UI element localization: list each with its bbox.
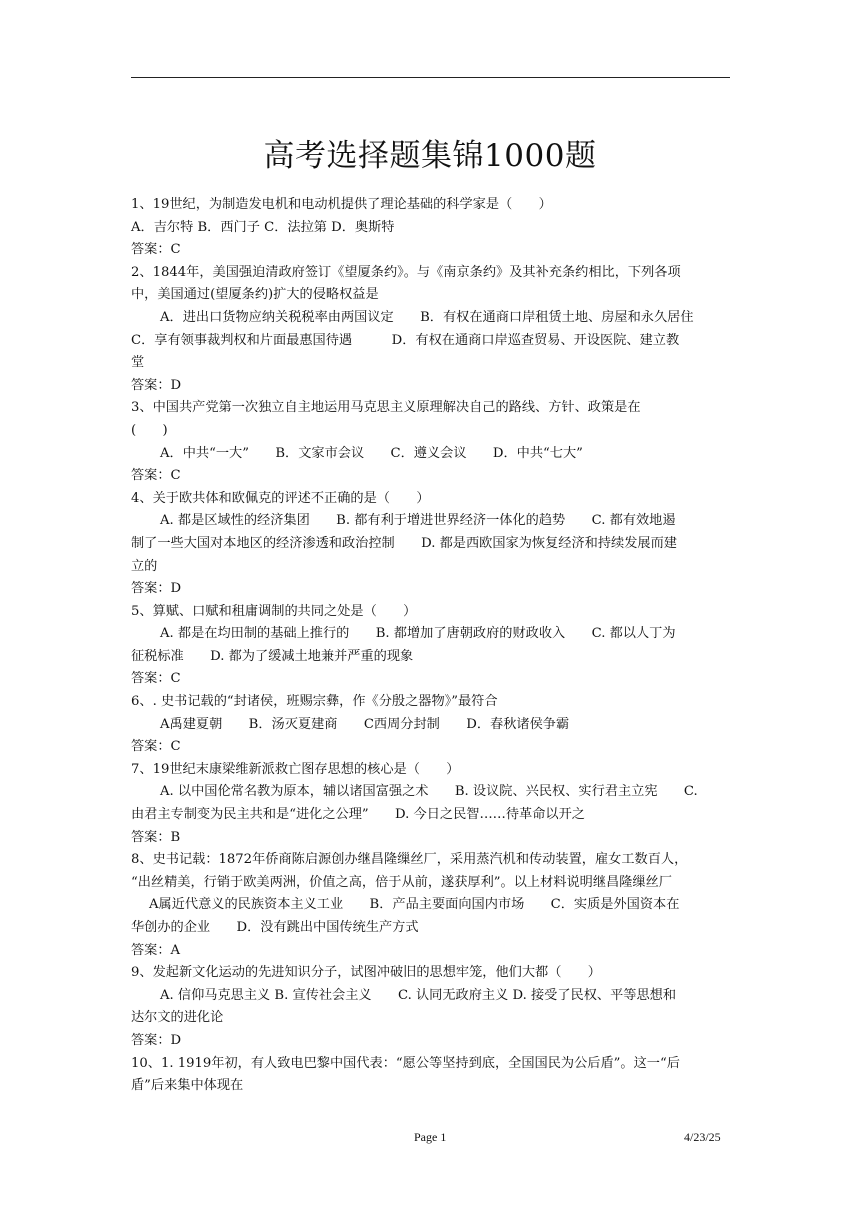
question-item [131,194,730,262]
question-answer: 答案：D [131,377,182,393]
question-stem: 盾”后来集中体现在 [131,1078,244,1094]
question-options: A禹建夏朝 B．汤灭夏建商 C西周分封制 D．春秋诸侯争霸 [160,716,570,732]
question-stem: 9、发起新文化运动的先进知识分子，试图冲破旧的思想牢笼，他们大都（ ） [131,965,601,981]
question-answer: 答案：C [131,242,181,258]
question-answer: 答案：C [131,739,181,755]
question-item [131,262,730,398]
question-stem: 4、关于欧共体和欧佩克的评述不正确的是（ ） [131,490,430,506]
question-answer: 答案：A [131,942,181,958]
question-stem: 10、1. 1919年初，有人致电巴黎中国代表：“愿公等坚持到底，全国国民为公后盾”。这一“后 [131,1055,680,1071]
question-item [131,962,730,1052]
question-options: 由君主专制变为民主共和是“进化之公理” D. 今日之民智……待革命以开之 [131,807,585,823]
question-stem: 6、. 史书记载的“封诸侯，班赐宗彝，作《分殷之器物》”最符合 [131,694,498,710]
question-item [131,397,730,487]
question-answer: 答案：B [131,829,181,845]
question-item [131,691,730,759]
document-title: 高考选择题集锦1000题 [263,138,597,174]
question-stem: 5、算赋、口赋和租庸调制的共同之处是（ ） [131,603,417,619]
question-options: A. 信仰马克思主义 B. 宣传社会主义 C. 认同无政府主义 D. 接受了民权、平等思想和 [160,987,677,1003]
question-stem: 3、中国共产党第一次独立自主地运用马克思主义原理解决自己的路线、方针、政策是在 [131,400,641,416]
question-stem: “出丝精美，行销于欧美两洲，价值之高，倍于从前，遂获厚利”。以上材料说明继昌隆缫丝厂 [131,874,672,890]
page-number: Page 1 [414,1130,447,1144]
question-item [131,849,730,962]
question-options: 立的 [131,558,158,574]
question-options: A．进出口货物应纳关税税率由两国议定 B．有权在通商口岸租赁土地、房屋和永久居住 [160,309,694,325]
question-answer: 答案：D [131,1032,182,1048]
question-answer: 答案：D [131,581,182,597]
question-options: A. 都是在均田制的基础上推行的 B. 都增加了唐朝政府的财政收入 C. 都以人丁为 [160,626,676,642]
question-options: C．享有领事裁判权和片面最惠国待遇 D．有权在通商口岸巡查贸易、开设医院、建立教 [131,332,680,348]
question-options: A属近代意义的民族资本主义工业 B．产品主要面向国内市场 C．实质是外国资本在 [149,897,680,913]
question-options: A．吉尔特 B．西门子 C．法拉第 D．奥斯特 [131,219,395,235]
question-stem: 1、19世纪，为制造发电机和电动机提供了理论基础的科学家是（ ） [131,197,552,212]
question-item [131,759,730,849]
question-item [131,1053,730,1098]
question-stem: 8、史书记载：1872年侨商陈启源创办继昌隆缫丝厂，采用蒸汽机和传动装置，雇女工数百人， [131,852,688,868]
footer-date: 4/23/25 [684,1130,721,1144]
header-rule [131,77,730,78]
question-options: 达尔文的进化论 [131,1010,224,1026]
question-options: 征税标准 D. 都为了缓减土地兼并严重的现象 [131,648,414,664]
question-stem: 2、1844年，美国强迫清政府签订《望厦条约》。与《南京条约》及其补充条约相比，下列各项 [131,264,681,280]
question-options: A. 以中国伦常名教为原本，辅以诸国富强之术 B. 设议院、兴民权、实行君主立宪 C. [160,784,698,800]
question-stem: 7、19世纪末康梁维新派救亡图存思想的核心是（ ） [131,761,460,777]
question-options: 制了一些大国对本地区的经济渗透和政治控制 D. 都是西欧国家为恢复经济和持续发展而建 [131,535,677,551]
question-item [131,488,730,601]
question-options: A. 都是区域性的经济集团 B. 都有利于增进世界经济一体化的趋势 C. 都有效地遏 [160,513,676,529]
question-answer: 答案：C [131,671,181,687]
question-options: A．中共“一大” B．文家市会议 C．遵义会议 D．中共“七大” [160,445,583,461]
question-stem: ( ) [131,422,168,438]
question-answer: 答案：C [131,468,181,484]
question-stem: 中，美国通过(望厦条约)扩大的侵略权益是 [131,287,379,303]
question-options: 堂 [131,355,145,371]
question-item [131,601,730,691]
question-list [131,194,730,1098]
question-options: 华创办的企业 D．没有跳出中国传统生产方式 [131,920,419,935]
